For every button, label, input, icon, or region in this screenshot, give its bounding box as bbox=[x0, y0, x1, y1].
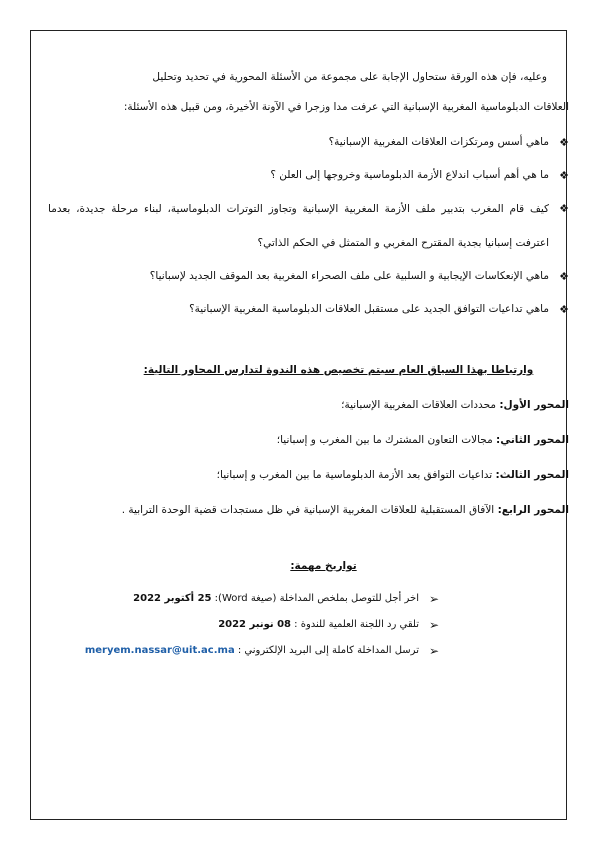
list-item: ❖ ما هي أهم أسباب اندلاع الأزمة الدبلوماسية وخروجها إلى العلن ؟ bbox=[48, 159, 569, 192]
list-item: ➢ ترسل المداخلة كاملة إلى البريد الإلكتروني : meryem.nassar@uit.ac.ma bbox=[48, 638, 439, 664]
axis-item: المحور الأول: محددات العلاقات المغربية الإسبانية؛ bbox=[341, 399, 569, 411]
diamond-bullet-icon: ❖ bbox=[559, 136, 569, 149]
list-item: ❖ ماهي الإنعكاسات الإيجابية و السلبية على ملف الصحراء المغربية بعد الموقف الجديد لإسبانيا؟ bbox=[48, 260, 569, 293]
diamond-bullet-icon: ❖ bbox=[559, 169, 569, 182]
axes-list bbox=[48, 388, 569, 528]
list-item: ❖ كيف قام المغرب بتدبير ملف الأزمة المغربية الإسبانية وتجاوز التوترات الدبلوماسية، لبناء مرحلة جديدة، بعدما اعترفت إسبانيا بجدية المقترح المغربي و المتمثل في الحكم الذاتي؟ bbox=[48, 192, 569, 260]
axis-item: المحور الرابع: الآفاق المستقبلية للعلاقات المغربية الإسبانية في ظل مستجدات قضية الوحدة الترابية . bbox=[121, 504, 569, 516]
axis-item: المحور الثاني: مجالات التعاون المشترك ما بين المغرب و إسبانيا؛ bbox=[276, 434, 569, 446]
diamond-bullet-icon: ❖ bbox=[559, 202, 569, 215]
diamond-bullet-icon: ❖ bbox=[559, 270, 569, 283]
intro-line-2: العلاقات الدبلوماسية المغربية الإسبانية التي عرفت مدا وزجرا في الآونة الأخيرة، ومن قبيل هذه الأسئلة: bbox=[123, 101, 569, 113]
list-item: ❖ ماهي أسس ومرتكزات العلاقات المغربية الإسبانية؟ bbox=[48, 126, 569, 159]
list-item: ❖ ماهي تداعيات التوافق الجديد على مستقبل العلاقات الدبلوماسية المغربية الإسبانية؟ bbox=[48, 293, 569, 326]
questions-list bbox=[48, 126, 569, 326]
list-item: ➢ اخر أجل للتوصل بملخص المداخلة (صيغة Word): 25 أكتوبر 2022 bbox=[48, 586, 439, 612]
arrow-bullet-icon: ➢ bbox=[428, 592, 439, 606]
arrow-bullet-icon: ➢ bbox=[428, 618, 439, 632]
document-body bbox=[48, 62, 569, 664]
axes-title: وارتباطا بهذا السياق العام سيتم تخصيص هذه الندوة لتدارس المحاور التالية: bbox=[143, 364, 534, 376]
dates-list bbox=[48, 586, 569, 664]
intro-line-1: وعليه، فإن هذه الورقة ستحاول الإجابة على مجموعة من الأسئلة المحورية في تحديد وتحليل bbox=[152, 71, 547, 83]
email-link[interactable]: meryem.nassar@uit.ac.ma bbox=[84, 645, 235, 656]
arrow-bullet-icon: ➢ bbox=[428, 644, 439, 658]
diamond-bullet-icon: ❖ bbox=[559, 303, 569, 316]
axis-item: المحور الثالث: تداعيات التوافق بعد الأزمة الدبلوماسية ما بين المغرب و إسبانيا؛ bbox=[216, 469, 569, 481]
list-item: ➢ تلقي رد اللجنة العلمية للندوة : 08 نونبر 2022 bbox=[48, 612, 439, 638]
intro-paragraph bbox=[48, 62, 569, 122]
important-dates-title: تواريخ مهمة: bbox=[290, 560, 357, 572]
